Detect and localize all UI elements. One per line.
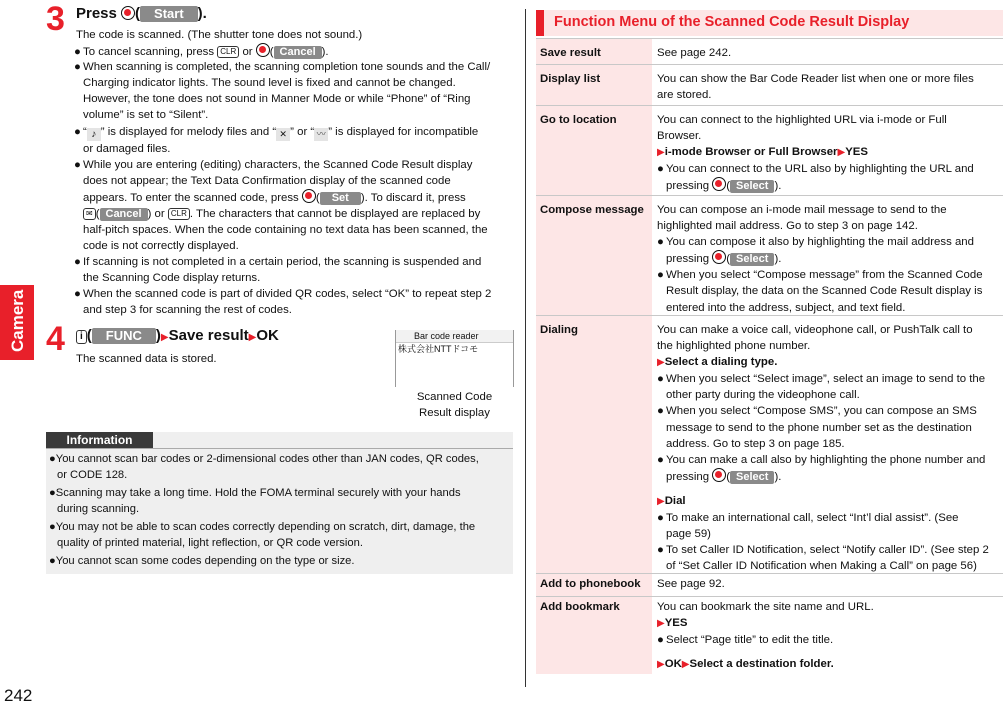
information-header: Information [46,432,153,448]
row-text: other party during the videophone call. [666,389,860,402]
row-add-to-phonebook [536,573,1003,596]
bullet-text: ” or “ [290,126,315,138]
clr-key-icon: CLR [217,46,239,58]
information-item: ●Scanning may take a long time. Hold the FOMA terminal securely with your hands during scanning. [49,485,509,517]
row-label: Compose message [540,204,644,216]
damaged-file-icon: 〰 [314,128,328,141]
section-side-tab [0,285,34,360]
bullet-text: . [325,46,329,58]
mail-key-icon: ✉ [83,208,96,220]
cancel-softkey: Cancel [274,46,322,59]
start-softkey: Start [140,6,198,22]
bullet-text: or [242,46,253,58]
row-text: message to send to the phone number set as the destination [666,421,972,434]
row-text: You can compose it also by highlighting the mail address and [666,236,974,249]
i-mode-key-icon: i [76,330,87,344]
function-menu-title-text: Function Menu of the Scanned Code Result Display [554,14,910,30]
information-item: ●You may not be able to scan codes correctly depending on scratch, dirt, damage, the quality of printed material, light reflection, or QR code version. [49,519,509,551]
row-text: You can make a voice call, videophone call, or PushTalk call to [657,324,973,336]
row-text: You can bookmark the site name and URL. [657,601,874,613]
cancel-softkey: Cancel [100,208,148,221]
select-softkey: Select [730,253,774,266]
row-text: Select a dialing type. [664,356,778,369]
set-softkey: Set [320,192,361,205]
row-text: YES [845,146,868,159]
center-key-icon [121,6,135,20]
row-text: address. Go to step 3 on page 185. [666,437,845,450]
row-text: pressing [666,470,710,483]
row-text: OK [664,658,682,671]
bullet-text: code is not correctly displayed. [83,240,239,253]
step-3-bullet-file-icons: ● “ ♪ ” is displayed for melody files and “ ✕ ” or “ 〰 ” is displayed for incompatible or damaged files. [74,124,516,157]
row-text: You can show the Bar Code Reader list when one or more files [657,73,974,85]
bullet-text: ” is displayed for melody files and “ [100,126,277,138]
row-text: pressing [666,180,710,193]
center-key-icon [712,468,726,482]
bullet-text: volume” is set to “Silent”. [83,109,209,122]
row-text: Browser. [657,130,702,143]
step-4-number: 4 [46,320,65,358]
bullet-text: When the scanned code is part of divided QR codes, select “OK” to repeat step 2 [83,288,492,300]
bullet-text: or damaged files. [83,143,171,155]
row-display-list [536,64,1003,105]
row-go-to-location: Go to location You can connect to the highlighted URL via i-mode or Full Browser. ▶i-mode Browser or Full Browser▶YES ● You can connect to the URL also by highlighting the URL and pressing ( Select ). [536,105,1003,195]
center-key-icon [712,250,726,264]
clr-key-icon: CLR [168,208,190,220]
row-text: When you select “Compose SMS”, you can compose an SMS [666,405,977,418]
row-text: Select “Page title” to edit the title. [666,634,834,647]
bullet-text: . To discard it, press [364,192,466,205]
row-text: entered into the address, subject, and text field. [666,301,906,314]
info-text: or CODE 128. [57,469,128,481]
row-text: Select a destination folder. [689,658,834,671]
row-text: To set Caller ID Notification, select “Notify caller ID”. (See step 2 [666,544,989,557]
bullet-text: appears. To enter the scanned code, press [83,192,299,205]
row-label: Display list [540,73,601,85]
step-3-bullet-timeout: ● If scanning is not completed in a certain period, the scanning is suspended and the Scanning Code display returns. [74,254,516,286]
information-item: ●You cannot scan some codes depending on the type or size. [49,555,355,567]
step-4-title-text: Save result [168,327,249,344]
bullet-text: . The characters that cannot be displayed are replaced by [189,208,481,221]
caption-line: Scanned Code [416,391,493,403]
row-add-bookmark: Add bookmark You can bookmark the site name and URL. ▶YES ● Select “Page title” to edit the title. ▶OK▶Select a destination folder. [536,596,1003,674]
row-text: You can compose an i-mode mail message to send to the [657,204,947,216]
thumbnail-header: Bar code reader [396,330,513,343]
select-softkey: Select [730,471,774,484]
bullet-text: However, the tone does not sound in Manner Mode or while “Phone” of “Ring [83,93,471,106]
page-number: 242 [4,686,33,705]
info-text: Scanning may take a long time. Hold the FOMA terminal securely with your hands [55,487,461,499]
row-text: When you select “Compose message” from the Scanned Code [666,269,983,282]
row-text: highlighted mail address. Go to step 3 on page 142. [657,220,918,233]
row-label: Dialing [540,324,578,336]
row-text: page 59) [666,528,711,541]
bullet-text: ” is displayed for incompatible [328,126,479,138]
step-3-bullet-completion-tone: ● When scanning is completed, the scanning completion tone sounds and the Call/ Charging indicator lights. The sound level is fixed and cannot be changed. However, the tone does not sound in Manner Mode or while “Phone” of “Ring volume” is set to “Silent”. [74,59,516,123]
step-3-number: 3 [46,0,65,38]
row-compose-message: Compose message You can compose an i-mode mail message to send to the highlighted mail address. Go to step 3 on page 142. ● You can compose it also by highlighting the mail address and pressing ( Select ). ● When you select “Compose message” from the Scanned Code Result display, the data on the Scanned Code Result display is entered into the address, subject, and text field. [536,195,1003,315]
information-box [46,432,513,574]
info-text: during scanning. [57,503,140,515]
step-3-title-text: Press [76,5,117,22]
step-3-intro: The code is scanned. (The shutter tone does not sound.) [76,29,363,41]
bullet-text: or [154,208,165,221]
step-3-title: Press ( Start ). [76,5,207,22]
step-4-sub: The scanned data is stored. [76,353,217,365]
bullet-text: the Scanning Code display returns. [83,272,261,285]
bullet-text: half-pitch spaces. When the code containing no text data has been scanned, the [83,224,488,237]
row-text: You can connect to the URL also by highlighting the URL and [666,163,974,176]
info-text: quality of printed material, light reflection, or QR code version. [57,537,363,549]
row-text: the highlighted phone number. [657,340,811,353]
incompatible-file-icon: ✕ [276,128,290,141]
row-dialing: Dialing You can make a voice call, videophone call, or PushTalk call to the highlighted phone number. ▶Select a dialing type. ● When you select “Select image”, select an image to send to the other party during the videophone call. ● When you select “Compose SMS”, you can compose an SMS message to send to the phone number set as the destination address. Go to step 3 on page 185. ● You can make a call also by highlighting the phone number and pressing ( Select ). ▶Dial ● To make an international call, select “Int’l dial assist”. (See page 59) ● To set Caller ID Notification, select “Notify caller ID”. (See step 2 of “Set Caller ID Notification when Making a Call” on page 56) [536,315,1003,573]
column-divider [525,9,526,687]
function-menu-table [536,0,1003,705]
row-text: To make an international call, select “Int’l dial assist”. (See [666,512,959,525]
section-side-tab-label: Camera [8,289,27,352]
row-label: Add bookmark [540,601,620,613]
bullet-text: and step 3 for scanning the rest of codes. [83,304,292,317]
row-save-result [536,38,1003,64]
caption-line: Result display [419,407,490,419]
row-text: are stored. [657,89,712,102]
row-text: pressing [666,253,710,266]
bullet-text: When scanning is completed, the scanning completion tone sounds and the Call/ [83,61,491,73]
bullet-text: “ [83,126,87,138]
row-label: Go to location [540,114,617,126]
row-label: Save result [540,47,601,59]
info-text: You may not be able to scan codes correctly depending on scratch, dirt, damage, the [55,521,476,533]
row-text: of “Set Caller ID Notification when Making a Call” on page 56) [666,560,977,573]
center-key-icon [256,43,270,57]
center-key-icon [302,189,316,203]
bullet-text: If scanning is not completed in a certain period, the scanning is suspended and [83,256,482,268]
bullet-text: To cancel scanning, press [83,46,215,58]
row-text: See page 92. [657,578,725,590]
info-text: You cannot scan bar codes or 2-dimensional codes other than JAN codes, QR codes, [55,453,479,465]
row-text: See page 242. [657,47,732,59]
step-3-bullet-cancel: ● To cancel scanning, press CLR or ( Cancel ). [74,43,516,60]
row-text: You can make a call also by highlighting the phone number and [666,453,986,466]
row-text: Result display, the data on the Scanned Code Result display is [666,285,983,298]
bullet-text: Charging indicator lights. The sound level is fixed and cannot be changed. [83,77,456,90]
func-softkey: FUNC [92,328,156,344]
function-menu-title [536,10,1003,36]
melody-icon: ♪ [87,128,101,141]
step-3-bullet-editing: ● While you are entering (editing) characters, the Scanned Code Result display does not appear; the Text Data Confirmation display of the scanned code appears. To enter the scanned code, press ( Set ). To discard it, press ✉ ( Cancel ) or CLR . The characters that cannot be displayed are replaced by half-pitch spaces. When the code containing no text data has been scanned, the code is not correctly displayed. [74,157,516,255]
row-text: You can connect to the highlighted URL via i-mode or Full [657,114,947,126]
bullet-text: does not appear; the Text Data Confirmation display of the scanned code [83,175,451,188]
info-text: You cannot scan some codes depending on the type or size. [55,555,355,567]
row-text: YES [664,617,688,630]
information-item: ●You cannot scan bar codes or 2-dimensional codes other than JAN codes, QR codes, or CODE 128. [49,451,509,483]
row-text: i-mode Browser or Full Browser [664,146,838,159]
step-4-title-text: OK [256,327,279,344]
center-key-icon [712,177,726,191]
select-softkey: Select [730,180,774,193]
information-divider [46,448,513,449]
thumbnail-body: 株式会社NTTドコモ [398,344,479,354]
row-text: Dial [664,494,686,507]
bullet-text: While you are entering (editing) characters, the Scanned Code Result display [83,159,473,171]
step-4-title: i ( FUNC )▶Save result▶OK [76,327,279,347]
thumbnail-caption [395,389,514,421]
step-3-bullet-divided-qr: ● When the scanned code is part of divided QR codes, select “OK” to repeat step 2 and step 3 for scanning the rest of codes. [74,286,516,318]
scanned-result-screen-thumbnail [395,330,514,387]
row-label: Add to phonebook [540,578,641,590]
row-text: When you select “Select image”, select an image to send to the [666,373,986,386]
